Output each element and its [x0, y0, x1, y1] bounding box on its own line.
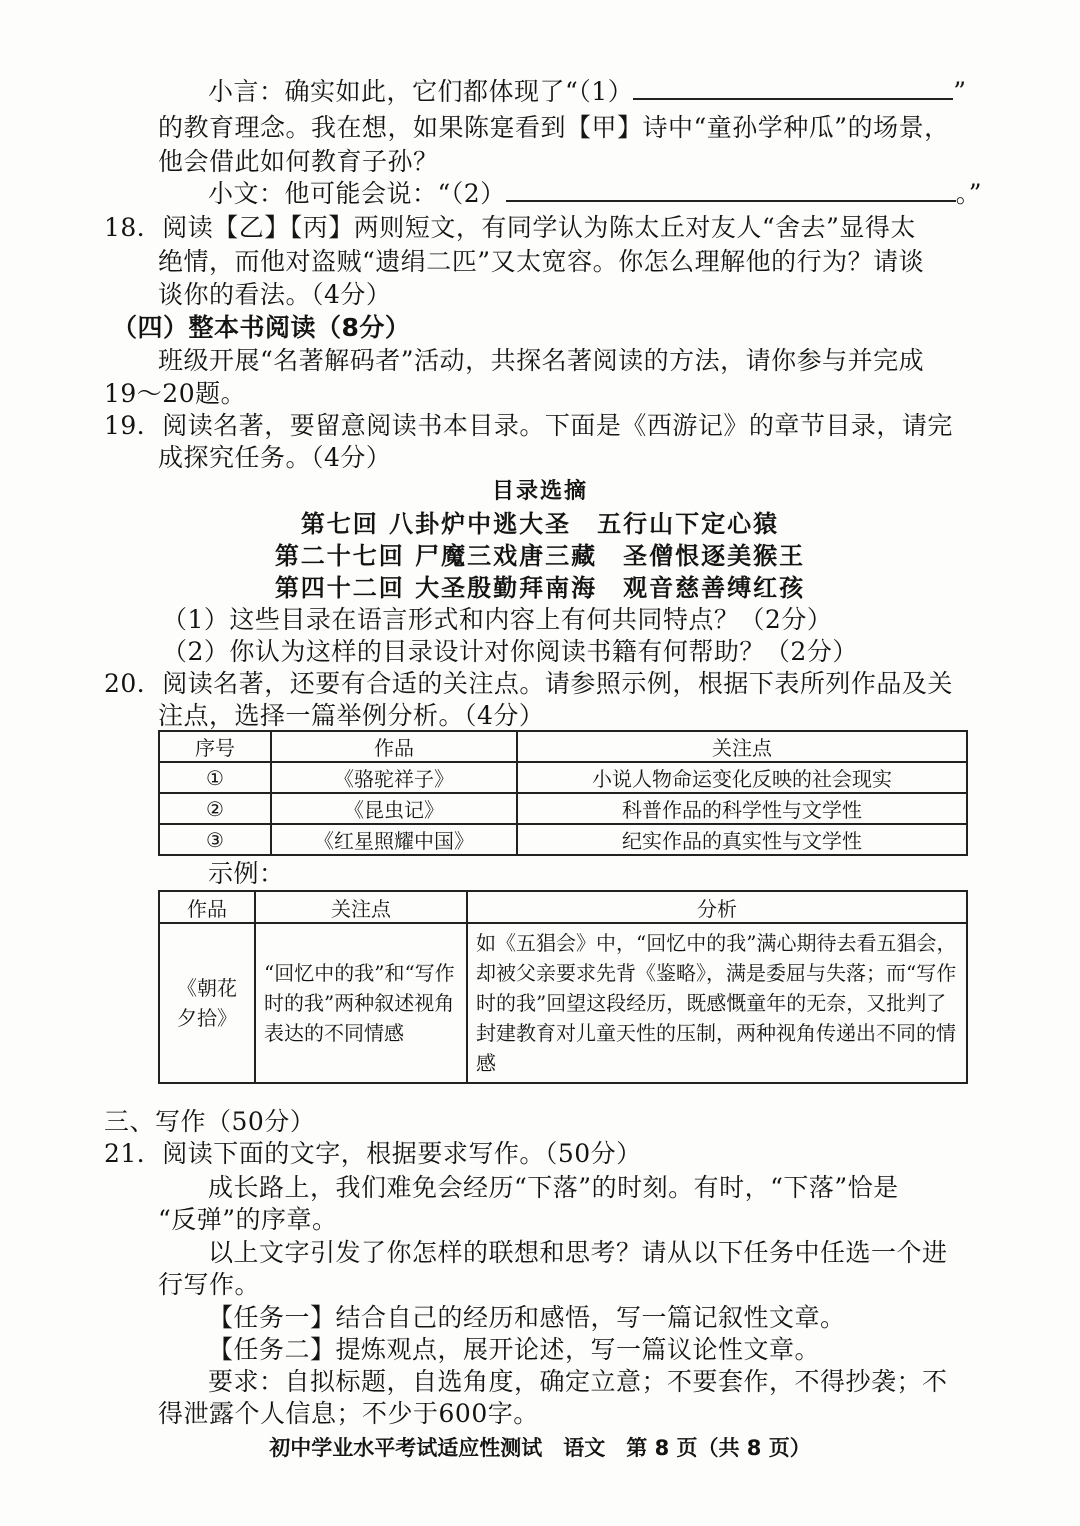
dialogue-text: 小言：确实如此，它们都体现了“（1）: [208, 77, 634, 106]
prompt-line-4: 行写作。: [158, 1270, 261, 1299]
example-label: 示例：: [208, 859, 285, 888]
requirements-line-1: 要求：自拟标题，自选角度，确定立意；不要套作，不得抄袭；不: [208, 1367, 948, 1396]
dialogue-line-4: [208, 178, 982, 210]
section-4-intro-2: 19～20题。: [104, 379, 247, 408]
dialogue-line-2: 的教育理念。我在想，如果陈寔看到【甲】诗中“童孙学种瓜”的场景，: [158, 113, 950, 142]
dialogue-text: 。”: [955, 179, 982, 208]
table-header: 作品: [159, 891, 255, 923]
q20-line-2: 注点，选择一篇举例分析。（4分）: [158, 701, 545, 730]
table-cell: 纪实作品的真实性与文学性: [517, 824, 967, 855]
table-header-row: [159, 731, 967, 762]
dialogue-text: ”: [953, 77, 967, 106]
q19-sub-1: （1）这些目录在语言形式和内容上有何共同特点？（2分）: [162, 605, 833, 634]
q21-line: 21．阅读下面的文字，根据要求写作。（50分）: [104, 1139, 642, 1168]
page-footer: 初中学业水平考试适应性测试 语文 第 8 页（共 8 页）: [269, 1436, 811, 1460]
table-row: [159, 793, 967, 824]
works-table: [158, 730, 968, 856]
example-table: [158, 890, 968, 1084]
table-cell: 《骆驼祥子》: [271, 762, 517, 793]
dialogue-line-3: 他会借此如何教育子孙？: [158, 147, 439, 176]
q18-line-3: 谈你的看法。（4分）: [158, 280, 392, 309]
task-2: 【任务二】提炼观点，展开论述，写一篇议论性文章。: [208, 1335, 821, 1364]
table-row: [159, 762, 967, 793]
table-cell: 科普作品的科学性与文学性: [517, 793, 967, 824]
section-4-intro-1: 班级开展“名著解码者”活动，共探名著阅读的方法，请你参与并完成: [158, 346, 925, 375]
table-row: [159, 824, 967, 855]
table-header: 关注点: [517, 731, 967, 762]
example-work: 《朝花夕拾》: [159, 923, 255, 1083]
toc-entry-2: 第二十七回 尸魔三戏唐三藏 圣僧恨逐美猴王: [274, 542, 806, 570]
dialogue-line-1: [208, 76, 966, 108]
table-cell: ②: [159, 793, 271, 824]
table-cell: ③: [159, 824, 271, 855]
table-header: 关注点: [255, 891, 467, 923]
table-cell: 小说人物命运变化反映的社会现实: [517, 762, 967, 793]
toc-title: 目录选摘: [491, 479, 588, 504]
q20-line-1: 20．阅读名著，还要有合适的关注点。请参照示例，根据下表所列作品及关: [104, 669, 953, 698]
answer-blank-1[interactable]: [633, 76, 953, 100]
prompt-line-3: 以上文字引发了你怎样的联想和思考？请从以下任务中任选一个进: [208, 1238, 948, 1267]
prompt-line-1: 成长路上，我们难免会经历“下落”的时刻。有时，“下落”恰是: [208, 1173, 899, 1202]
prompt-line-2: “反弹”的序章。: [158, 1205, 338, 1234]
answer-blank-2[interactable]: [506, 178, 956, 202]
toc-entry-3: 第四十二回 大圣殷勤拜南海 观音慈善缚红孩: [274, 574, 806, 602]
table-cell: 《昆虫记》: [271, 793, 517, 824]
section-3-heading: 三、写作（50分）: [104, 1107, 316, 1136]
table-header: 分析: [467, 891, 967, 923]
q19-sub-2: （2）你认为这样的目录设计对你阅读书籍有何帮助？（2分）: [162, 637, 858, 666]
table-header: 序号: [159, 731, 271, 762]
q18-line-1: 18．阅读【乙】【丙】两则短文，有同学认为陈太丘对友人“舍去”显得太: [104, 213, 916, 242]
task-1: 【任务一】结合自己的经历和感悟，写一篇记叙性文章。: [208, 1303, 846, 1332]
table-row: [159, 923, 967, 1083]
section-4-heading: （四）整本书阅读（8分）: [112, 313, 411, 342]
example-analysis: 如《五猖会》中，“回忆中的我”满心期待去看五猖会，却被父亲要求先背《鉴略》，满是委屈与失落；而“写作时的我”回望这段经历，既感慨童年的无奈，又批判了封建教育对儿童天性的压制，两种视角传递出不同的情感: [467, 923, 967, 1083]
dialogue-text: 小文：他可能会说：“（2）: [208, 179, 506, 208]
q18-line-2: 绝情，而他对盗贼“遗绢二匹”又太宽容。你怎么理解他的行为？请谈: [158, 247, 925, 276]
table-cell: 《红星照耀中国》: [271, 824, 517, 855]
requirements-line-2: 得泄露个人信息；不少于600字。: [158, 1399, 539, 1428]
toc-entry-1: 第七回 八卦炉中逃大圣 五行山下定心猿: [300, 510, 780, 538]
q19-line-2: 成探究任务。（4分）: [158, 443, 392, 472]
q19-line-1: 19．阅读名著，要留意阅读书本目录。下面是《西游记》的章节目录，请完: [104, 411, 953, 440]
table-header: 作品: [271, 731, 517, 762]
table-cell: ①: [159, 762, 271, 793]
example-focus: “回忆中的我”和“写作时的我”两种叙述视角表达的不同情感: [255, 923, 467, 1083]
table-header-row: [159, 891, 967, 923]
